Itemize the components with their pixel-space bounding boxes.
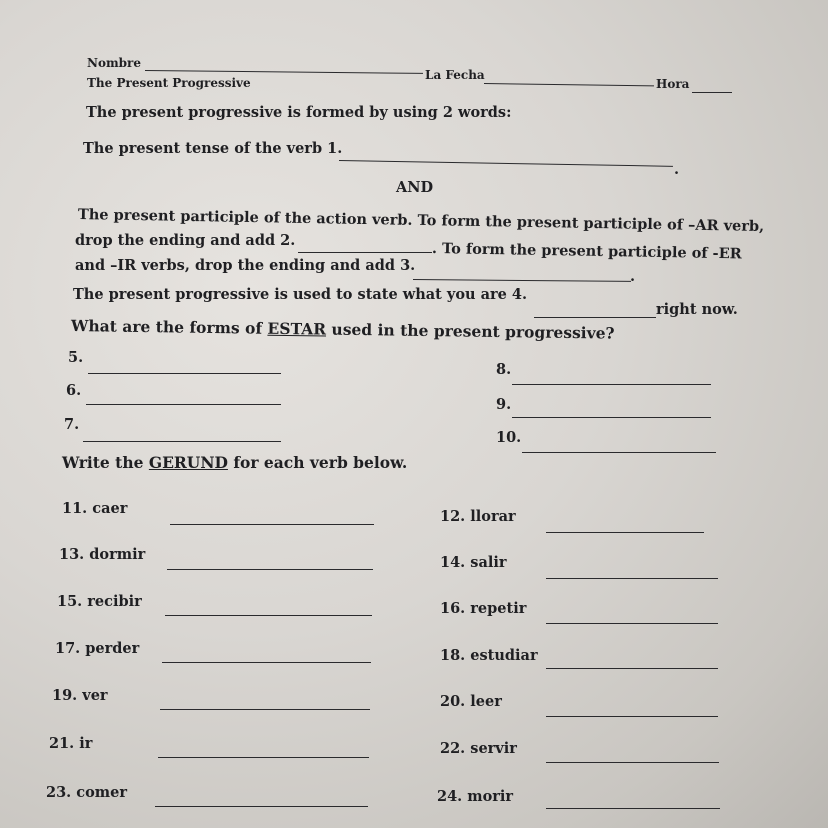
blank-4[interactable]	[534, 317, 656, 318]
usage-line: The present progressive is used to state what you are 4.	[73, 286, 528, 303]
verb-item: 15. recibir	[57, 593, 142, 610]
participle-line-b: drop the ending and add 2.	[75, 232, 296, 249]
estar-question-end: used in the present progressive?	[325, 319, 615, 343]
participle-line-a: The present participle of the action verb. To form the present participle of –AR verb,	[77, 206, 765, 235]
intro-line-1: The present progressive is formed by using 2 words:	[86, 104, 512, 121]
verb-item: 22. servir	[440, 740, 517, 757]
verb-item: 11. caer	[62, 500, 128, 517]
gerund-blank-15[interactable]	[165, 615, 372, 616]
answer-blank-5[interactable]	[88, 373, 281, 374]
gerund-blank-17[interactable]	[162, 662, 371, 663]
nombre-label: Nombre	[87, 56, 142, 70]
item-number: 6.	[66, 382, 82, 399]
and-label: AND	[396, 179, 434, 196]
blank-2[interactable]	[298, 252, 432, 253]
fecha-blank[interactable]	[484, 83, 654, 86]
gerund-blank-11[interactable]	[170, 524, 374, 525]
nombre-blank[interactable]	[145, 70, 423, 74]
usage-line-end: right now.	[656, 301, 738, 318]
gerund-blank-24[interactable]	[546, 808, 720, 809]
item-number: 10.	[496, 429, 522, 446]
period: .	[674, 161, 680, 178]
gerund-blank-14[interactable]	[546, 578, 718, 579]
participle-line-b-end: . To form the present participle of -ER	[431, 240, 742, 263]
verb-item: 24. morir	[437, 788, 514, 805]
item-number: 8.	[496, 361, 512, 378]
verb-item: 17. perder	[55, 640, 140, 657]
estar-question-start: What are the forms of	[70, 316, 268, 338]
item-number: 9.	[496, 396, 512, 413]
estar-keyword: ESTAR	[267, 318, 327, 339]
verb-item: 21. ir	[49, 735, 93, 752]
intro-line-2: The present tense of the verb 1.	[83, 140, 343, 157]
item-number: 7.	[64, 416, 80, 433]
hora-blank[interactable]	[692, 92, 732, 93]
estar-question	[71, 316, 615, 343]
verb-item: 20. leer	[440, 693, 502, 710]
verb-item: 18. estudiar	[440, 647, 538, 664]
verb-item: 19. ver	[52, 687, 108, 704]
answer-blank-6[interactable]	[86, 404, 281, 405]
answer-blank-8[interactable]	[512, 384, 711, 385]
verb-item: 16. repetir	[440, 600, 527, 617]
gerund-instruction-start: Write the	[62, 453, 149, 472]
verb-item: 14. salir	[440, 554, 507, 571]
period: .	[630, 268, 636, 285]
blank-3[interactable]	[413, 279, 631, 282]
gerund-blank-20[interactable]	[546, 716, 718, 717]
gerund-blank-21[interactable]	[158, 757, 369, 758]
hora-label: Hora	[656, 77, 690, 91]
gerund-keyword: GERUND	[148, 453, 228, 472]
answer-blank-7[interactable]	[83, 441, 281, 442]
gerund-blank-19[interactable]	[160, 709, 370, 710]
verb-item: 23. comer	[46, 784, 127, 801]
verb-item: 12. llorar	[440, 508, 516, 525]
gerund-blank-12[interactable]	[546, 532, 704, 533]
blank-1[interactable]	[339, 160, 673, 167]
answer-blank-9[interactable]	[512, 417, 711, 418]
fecha-label: La Fecha	[425, 68, 485, 82]
verb-item: 13. dormir	[59, 546, 146, 563]
gerund-instruction-end: for each verb below.	[227, 453, 408, 472]
gerund-blank-18[interactable]	[546, 668, 718, 669]
worksheet-title: The Present Progressive	[87, 76, 251, 90]
gerund-blank-16[interactable]	[546, 623, 718, 624]
item-number: 5.	[68, 349, 84, 366]
answer-blank-10[interactable]	[522, 452, 716, 453]
gerund-blank-22[interactable]	[546, 762, 719, 763]
gerund-blank-13[interactable]	[167, 569, 373, 570]
gerund-instruction	[62, 453, 407, 472]
gerund-blank-23[interactable]	[155, 806, 368, 807]
participle-line-c: and –IR verbs, drop the ending and add 3.	[75, 257, 416, 274]
